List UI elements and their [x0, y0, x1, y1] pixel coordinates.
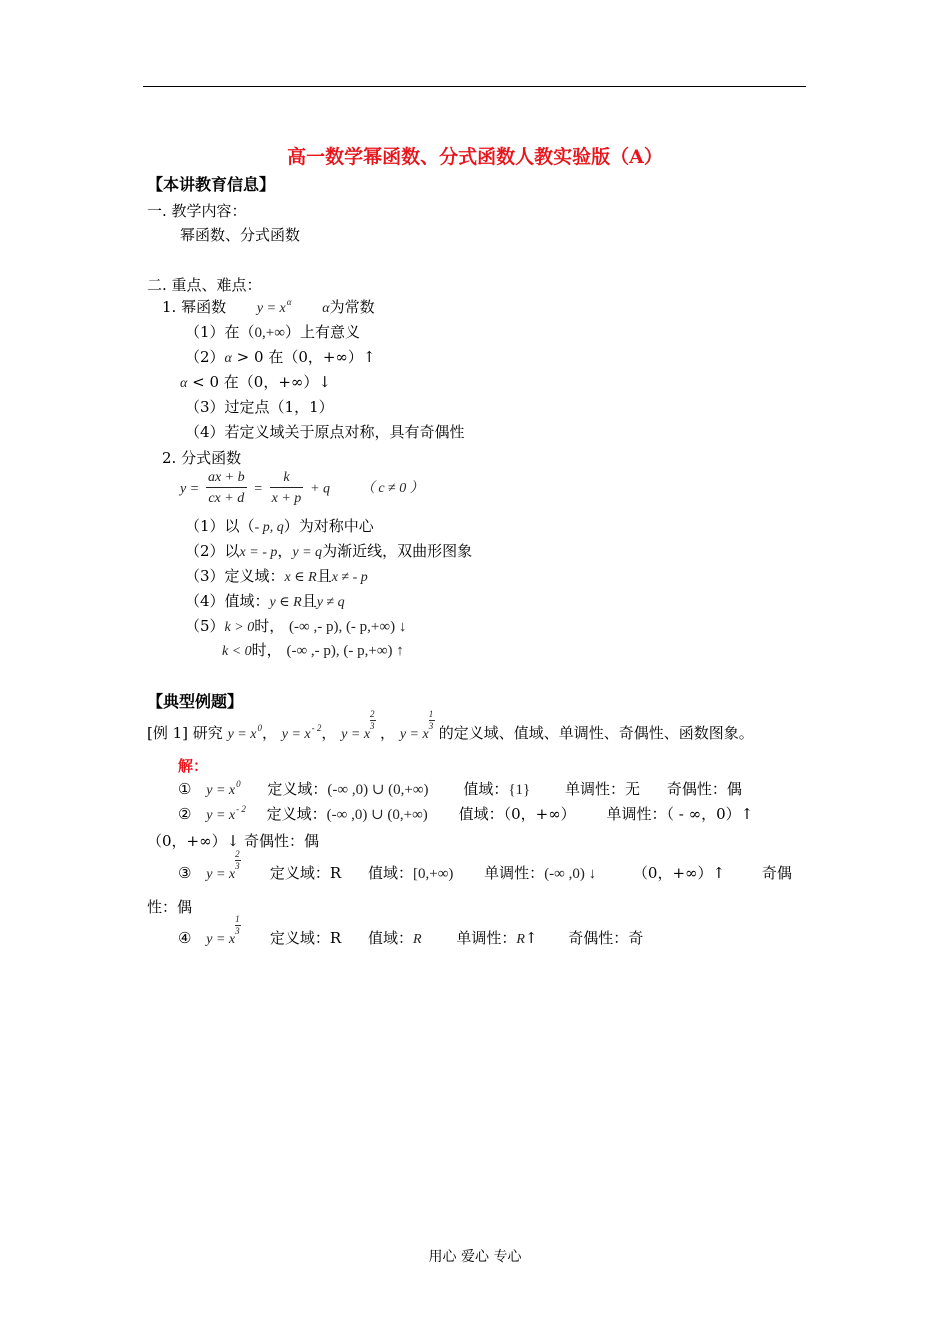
formula-x-neg2: $y = x^{- 2}$: [281, 723, 322, 742]
key-points-heading: 二. 重点、难点：: [147, 276, 262, 294]
power-point-2b: α < 0 在（0，+∞）↓: [180, 373, 331, 391]
power-function-formula: $y = x^\alpha$: [256, 297, 292, 316]
fraction-function-label: 2. 分式函数: [162, 449, 242, 467]
power-function-label: 1. 幂函数: [162, 298, 227, 316]
solution-row-2: ② $y = x^{- 2}$ 定义域：(-∞ ,0) ∪ (0,+∞) 值域：（0，+∞） 单调性：（ - ∞，0）↑: [178, 804, 754, 823]
alpha-constant-text: 为常数: [329, 298, 375, 316]
fraction-point-5: （5）k > 0时， (-∞ ,- p), (- p,+∞) ↓: [185, 617, 407, 635]
solution-row-1: ① $y = x^0$ 定义域：(-∞ ,0) ∪ (0,+∞) 值域：{1} 单调性：无 奇偶性：偶: [178, 779, 742, 798]
content-body: 幂函数、分式函数: [180, 226, 301, 244]
page-footer: 用心 爱心 专心: [428, 1249, 522, 1265]
formula-x-1-3: y = x $\frac{1}{3}$: [399, 709, 434, 742]
solution-row-3-cont: 性：偶: [147, 898, 193, 916]
fraction-function-formula: y = $\frac{ax + b}{cx + d}$ = $\frac{k}{x + p}$ + q （ c ≠ 0 ）: [180, 470, 424, 507]
example1-prompt: [例 1] 研究 $y = x^0$， $y = x^{- 2}$， y = x $\frac{2}{3}$ ， y = x $\frac{1}{3}$ 的定义域、值域、单调性、奇偶性、函数图象。: [147, 709, 754, 742]
power-point-1: （1）在（0,+∞）上有意义: [185, 323, 360, 341]
formula-x-2-3: y = x $\frac{2}{3}$: [341, 709, 375, 742]
fraction-point-2: （2）以x = - p，y = q为渐近线，双曲形图象: [185, 542, 473, 560]
power-point-4: （4）若定义域关于原点对称，具有奇偶性: [185, 423, 465, 441]
formula-x0: $y = x^0$: [227, 723, 262, 742]
solution-row-4: ④ y = x $\frac{1}{3}$ 定义域：R 值域：R 单调性：R↑ 奇偶性：奇: [178, 914, 644, 947]
solution-row-3: ③ y = x $\frac{2}{3}$ 定义域：R 值域：[0,+∞) 单调性：(-∞ ,0) ↓ （0，+∞）↑ 奇偶: [178, 849, 792, 882]
solution-label: 解：: [178, 757, 209, 775]
section-info-heading: 【本讲教育信息】: [147, 175, 276, 194]
alpha-symbol: α: [322, 301, 330, 316]
fraction-point-4: （4）值域：y ∈ R且y ≠ q: [185, 592, 345, 610]
power-function-line: [162, 297, 375, 316]
power-point-2: （2）α > 0 在（0，+∞）↑: [185, 348, 376, 366]
power-point-3: （3）过定点（1，1）: [185, 398, 334, 416]
fraction-point-1: （1）以（- p, q）为对称中心: [185, 517, 374, 535]
section-examples-heading: 【典型例题】: [147, 692, 244, 711]
content-heading: 一. 教学内容：: [147, 202, 247, 220]
solution-row-2-cont: （0，+∞）↓ 奇偶性：偶: [147, 832, 319, 850]
fraction-point-5b: k < 0时， (-∞ ,- p), (- p,+∞) ↑: [222, 641, 404, 659]
page-title: 高一数学幂函数、分式函数人教实验版（A）: [287, 146, 663, 168]
fraction-point-3: （3）定义域：x ∈ R且x ≠ - p: [185, 567, 368, 585]
header-rule: [143, 86, 806, 87]
fraction-condition: （ c ≠ 0 ）: [360, 481, 424, 497]
